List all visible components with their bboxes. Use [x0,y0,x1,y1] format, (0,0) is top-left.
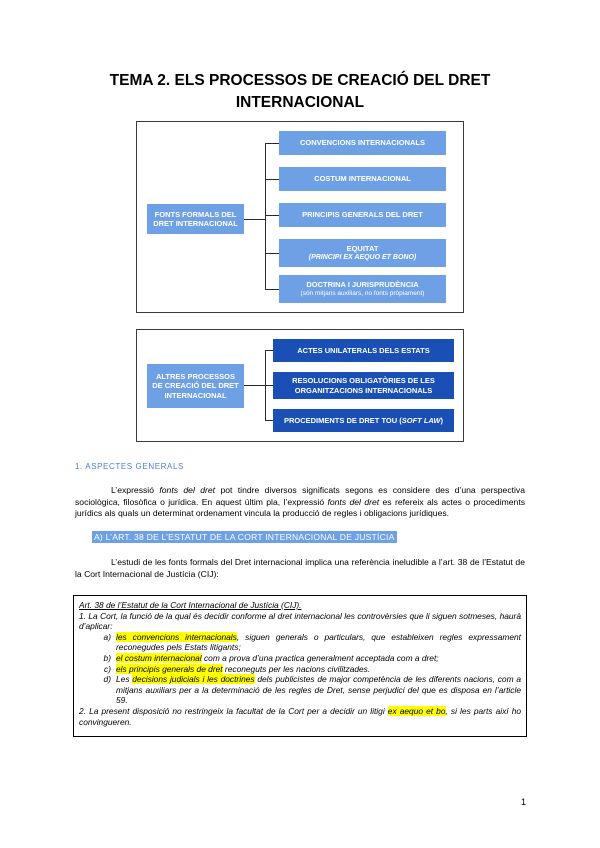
source-conventions [279,131,446,155]
connector-line [244,219,265,220]
page-title: TEMA 2. ELS PROCESSOS DE CREACIÓ DEL DRET INTERNACIONAL [109,72,491,111]
highlight: decisions judicials i les doctrines [132,674,255,685]
connector-line [265,143,279,144]
binding-resolutions-box [273,372,454,399]
art38-intro-paragraph: L’estudi de les fonts formals del Dret internacional implica una referència ineludible a l’art. 38 de l’Estatut de la Cort Internacional de Justícia (CIJ): [75,557,525,579]
source-label: DOCTRINA I JURISPRUDÈNCIA [306,279,419,289]
source-custom [279,167,446,191]
source-label: PRINCIPIS GENERALS DEL DRET [302,210,423,220]
highlight: el costum internacional [116,652,202,663]
source-sublabel: (PRINCIPI EX AEQUO ET BONO) [308,254,417,261]
list-item: b) el costum internacional com a prova d’una practica generalment acceptada com a dret; [103,652,439,663]
quote-paragraph-2: 2. La present disposició no restringeix la facultat de la Cort per a decidir un litigi ex aequo et bo, si les parts així ho convingueren. [79,705,522,727]
highlight: els principis generals de dret [116,663,223,674]
process-label: RESOLUCIONS OBLIGATÒRIES DE LES ORGANITZACIONS INTERNACIONALS [292,376,435,395]
connector-line [265,215,279,216]
list-item: c) els principis generals de dret reconeguts per les nacions civilitzades. [104,663,371,674]
connector-line [265,143,266,290]
art38-quote-box [73,595,527,737]
page-number: 1 [520,797,526,807]
source-equity [279,239,446,267]
connector-line [244,385,265,386]
subsection-heading: A) L’ART. 38 DE L’ESTATUT DE LA CORT INTERNACIONAL DE JUSTÍCIA [94,532,395,542]
other-processes-box: ALTRES PROCESSOS DE CREACIÓ DEL DRET INTERNACIONAL [147,364,244,408]
formal-sources-box: FONTS FORMALS DEL DRET INTERNACIONAL [147,204,244,234]
general-aspects-paragraph: L’expressió fonts del dret pot tindre diversos significats segons es considere des d’una perspectiva sociològica, filosòfica o jurídica. En aquest últim pla, l’expressió fonts del dret es refereix als actes o procediments jurídics als quals un determinat ordenament vincula la producció de regles i obligacions jurídiques. [75,485,526,518]
process-label: PROCEDIMENTS DE DRET TOU (SOFT LAW) [283,415,444,425]
highlight: les convencions internacionals [116,631,237,642]
source-label: COSTUM INTERNACIONAL [314,174,411,184]
source-label: CONVENCIONS INTERNACIONALS [299,138,425,148]
connector-line [265,350,273,351]
section-heading: 1. ASPECTES GENERALS [75,462,184,471]
connector-line [265,253,279,254]
source-general-principles [279,203,446,227]
connector-line [265,289,279,290]
source-label: EQUITAT [346,243,379,253]
quote-heading: Art. 38 de l’Estatut de la Cort Internacional de Justícia (CIJ). [79,600,302,610]
process-label: ACTES UNILATERALS DELS ESTATS [297,345,430,355]
source-doctrine [279,275,446,303]
unilateral-acts-box [273,339,454,362]
connector-line [265,420,273,421]
connector-line [265,385,273,386]
other-processes-diagram [136,329,464,442]
source-sublabel: (són mitjans auxiliars, no fonts pròpiament) [300,290,425,297]
connector-line [265,179,279,180]
quote-paragraph-1: 1. La Cort, la funció de la qual és decidir conforme al dret internacional les controvèrsies que li siguen sotmeses, haurà d’aplicar: [79,610,521,632]
list-item: d) Les decisions judicials i les doctrines dels publicistes de major competència de les diferents nacions, com a mitjans auxiliars per a la determinació de les regles de Dret, sense perjudici del que es disposa en l’article 59. [103,674,521,706]
soft-law-box [273,409,454,432]
formal-sources-diagram [136,121,464,313]
list-item: a) les convencions internacionals, siguen generals o particulars, que estableixen regles expressament reconegudes pels Estats litigants; [103,631,521,653]
highlight: ex aequo et bo [387,705,446,716]
